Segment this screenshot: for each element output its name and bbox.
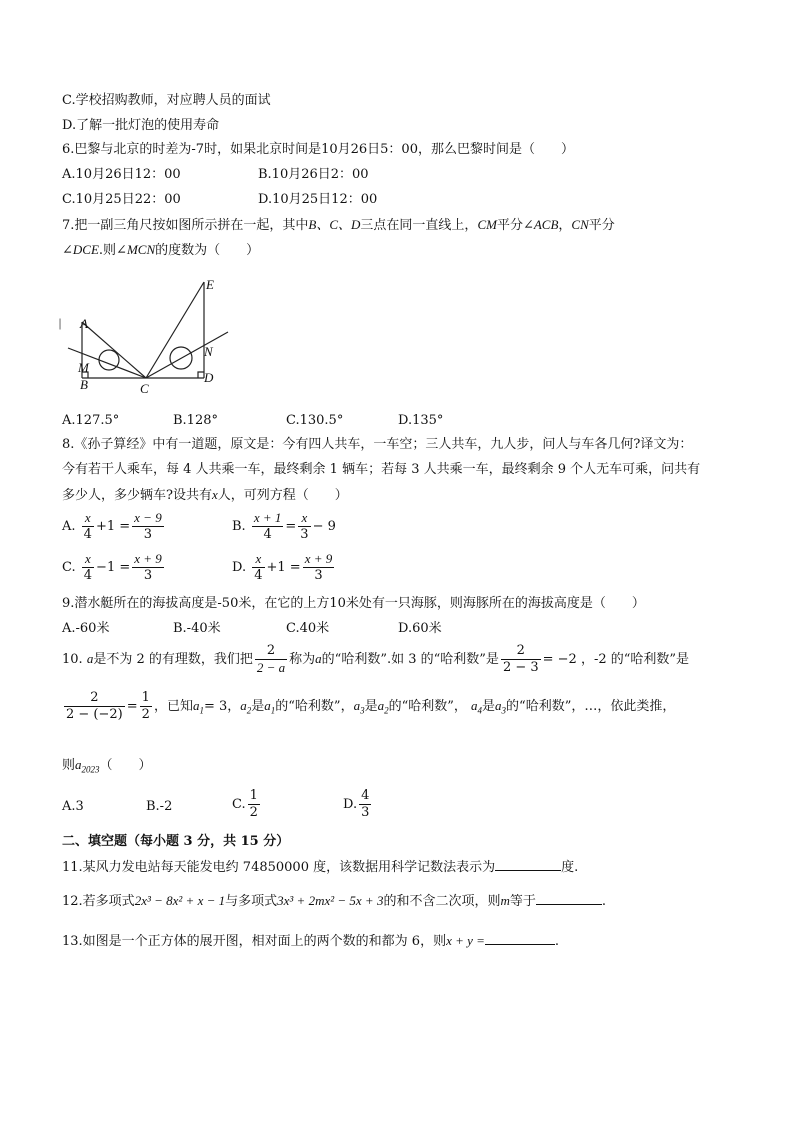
q7-triangle-figure bbox=[58, 272, 238, 396]
q10-option-d: D. $\frac{4}{3}$ bbox=[343, 788, 370, 820]
q10-option-b: B.-2 bbox=[146, 799, 173, 814]
q8-line2: 今有若干人乘车，每 4 人共乘一车，最终剩余 1 辆车；若每 3 人共乘一车，最终剩余 9 个人无车可乘，问共有 bbox=[62, 462, 701, 477]
q8-option-b: B. $\frac{x + 1}{4}$ = $\frac{x}{3}$ − 9 bbox=[232, 510, 336, 542]
q8-option-c: C. $\frac{x}{4}$ −1 = $\frac{x + 9}{3}$ bbox=[62, 551, 162, 583]
q8-option-a: A. $\frac{x}{4}$ +1 = $\frac{x - 9}{3}$ bbox=[62, 510, 162, 542]
label-d: D bbox=[204, 370, 214, 385]
q6-stem: 6.巴黎与北京的时差为-7时，如果北京时间是10月26日5：00，那么巴黎时间是（ ） bbox=[62, 142, 574, 157]
q13: 13.如图是一个正方体的展开图，相对面上的两个数的和都为 6，则x + y = . bbox=[62, 933, 560, 949]
q5-option-d: D.了解一批灯泡的使用寿命 bbox=[62, 118, 220, 133]
q9-option-a: A.-60米 bbox=[62, 621, 110, 636]
q10-option-a: A.3 bbox=[62, 799, 84, 814]
q9-stem: 9.潜水艇所在的海拔高度是-50米，在它的上方10米处有一只海豚，则海豚所在的海拔高度是（ ） bbox=[62, 596, 645, 611]
q6-option-d: D.10月25日12：00 bbox=[258, 192, 378, 207]
q7-stem-line1: 7.把一副三角尺按如图所示拼在一起，其中B、C、D三点在同一直线上，CM平分∠ACB，CN平分 bbox=[62, 217, 615, 233]
q11: 11.某风力发电站每天能发电约 74850000 度，该数据用科学记数法表示为 度. bbox=[62, 860, 579, 875]
q5-option-c: C.学校招购教师，对应聘人员的面试 bbox=[62, 93, 271, 108]
q13-answer-blank bbox=[485, 932, 555, 945]
figure-edge-mark: | bbox=[58, 315, 62, 330]
q7-stem-line2: ∠DCE.则∠MCN的度数为（ ） bbox=[62, 242, 260, 258]
q8-option-d: D. $\frac{x}{4}$ +1 = $\frac{x + 9}{3}$ bbox=[232, 551, 333, 583]
q10-option-c: C. $\frac{1}{2}$ bbox=[232, 788, 258, 820]
q9-option-d: D.60米 bbox=[398, 621, 442, 636]
q7-option-c: C.130.5° bbox=[286, 413, 344, 428]
q6-option-a: A.10月26日12：00 bbox=[62, 167, 181, 182]
q12: 12.若多项式2x³ − 8x² + x − 1与多项式3x³ + 2mx² − 5x + 3的和不含二次项，则m等于 . bbox=[62, 893, 607, 909]
q7-option-b: B.128° bbox=[173, 413, 218, 428]
q8-line3: 多少人，多少辆车?设共有x人，可列方程（ ） bbox=[62, 487, 348, 503]
q10-line2: $\frac{2}{2 - (-2)}$ = $\frac{1}{2}$ ，已知$a_1= 3$，$a_2$是$a_1$的“哈利数”，$a_3$是$a_2$的“哈利数”， $a_4$是$a_3$的“哈利数”，…，依此类推， bbox=[66, 690, 676, 722]
q10-line1: 10. a是不为 2 的有理数，我们把 $\frac{2}{2 - a}$ 称为a的“哈利数”.如 3 的“哈利数”是 $\frac{2}{2 - 3}$ = −2 ，-2 的“哈利数”是 bbox=[62, 643, 690, 675]
label-m: M bbox=[78, 360, 89, 375]
label-n: N bbox=[204, 344, 213, 359]
q6-option-b: B.10月26日2：00 bbox=[258, 167, 369, 182]
q9-option-c: C.40米 bbox=[286, 621, 330, 636]
label-a: A bbox=[80, 316, 88, 331]
q10-question: 则$a_{2023}$（ ） bbox=[62, 757, 152, 775]
q6-option-c: C.10月25日22：00 bbox=[62, 192, 181, 207]
section2-heading: 二、填空题（每小题 3 分，共 15 分） bbox=[62, 834, 290, 849]
q7-option-a: A.127.5° bbox=[62, 413, 120, 428]
q7-option-d: D.135° bbox=[398, 413, 444, 428]
q12-answer-blank bbox=[536, 892, 602, 905]
q11-answer-blank bbox=[495, 858, 561, 871]
label-b: B bbox=[80, 377, 88, 392]
label-e: E bbox=[206, 277, 214, 292]
q8-line1: 8.《孙子算经》中有一道题，原文是：今有四人共车，一车空；三人共车，九人步，问人与车各几何?译文为： bbox=[62, 437, 693, 452]
q9-option-b: B.-40米 bbox=[173, 621, 221, 636]
label-c: C bbox=[140, 381, 149, 396]
